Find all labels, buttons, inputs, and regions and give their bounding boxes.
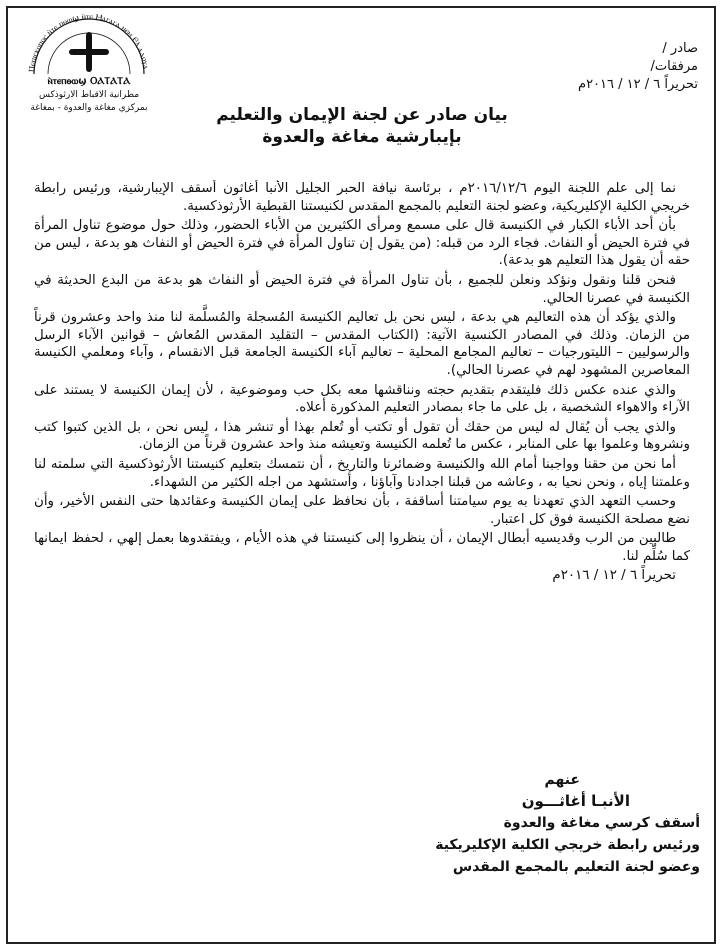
seal-emblem bbox=[26, 12, 152, 78]
document-meta bbox=[478, 40, 698, 94]
paragraph: طالبين من الرب وقديسيه أبطال الإيمان ، أن ينظروا إلى كنيستنا في هذه الأيام ، ويفتقدوها بعمل إلهي ، لحفظ ايمانها كما سُلِّم لنا. bbox=[34, 531, 690, 564]
signature-role-2: ورئيس رابطة خريجي الكلية الإكليريكية bbox=[435, 837, 700, 853]
paragraph: أما نحن من حقنا وواجبنا أمام الله والكنيسة وضمائرنا والتاريخ ، أن نتمسك بتعليم كنيستنا الأرثوذكسية التي سلمته لنا وعلمتنا إياه ، ونحن نحيا به ، وعاشه من قبلنا اجدادنا وآباؤنا ، وأستشهد من اجله الكثير من الشهداء. bbox=[34, 456, 690, 490]
signature-name: الأنبـا أغاثـــون bbox=[521, 792, 630, 810]
paragraph: والذي يجب أن يُقال له ليس من حقك أن تقول أو تكتب أو تُعلم بهذا أو تنشر هذا ، ليس نحن ، بل الذين كتبوا كتب ونشروها وعلموا بها على المنابر ، عكس ما تُعلمه الكنيسة وتعيشه منذ واحد عشرون قرناً من الزمان. bbox=[34, 419, 690, 453]
paragraph: نما إلى علم اللجنة اليوم ٢٠١٦/١٢/٦م ، برئاسة نيافة الحبر الجليل الأنبا أغاثون أسقف الإيبارشية، ورئيس رابطة خريجي الكلية الإكليريكية، وعضو لجنة التعليم بالمجمع المقدس لكنيستنا القبطية الأرثوذكسية. bbox=[34, 181, 690, 214]
signature-role-1: أسقف كرسي مغاغة والعدوة bbox=[503, 815, 700, 831]
sader-label: صادر / bbox=[662, 41, 698, 56]
seal-line-1: مطرانية الأقباط الأرثوذكس bbox=[38, 90, 140, 100]
seal-line-2: بمركزي مغاغة والعدوة - بمغاغة bbox=[30, 103, 148, 113]
header-date: تحريراً ٦ / ١٢ / ٢٠١٦م bbox=[578, 77, 698, 92]
signature-on-behalf: عنهم bbox=[544, 772, 580, 788]
signature-block bbox=[300, 770, 700, 878]
paragraph: والذي يؤكد أن هذه التعاليم هي بدعة ، ليس نحن بل تعاليم الكنيسة المُسجلة والمُسلَّمة لنا منذ واحد وعشرون قرناً من الزمان. وذلك في المصادر الكنسية الآتية: (الكتاب المقدس – التقليد المقدس المُعاش – قوانين الآباء الرسل والرسوليين – الليتورجيات – تعاليم المجامع المحلية – تعاليم آباء الكنيسة الجامعة قبل الانقسام ، وآباء ومعلمي الكنيسة المعاصرين المشهود لهم في عصرنا الحالي). bbox=[34, 310, 690, 378]
signature-role-3: وعضو لجنة التعليم بالمجمع المقدس bbox=[452, 859, 700, 875]
document-body bbox=[34, 180, 690, 768]
heading-line-2: بإيبارشية مغاغة والعدوة bbox=[262, 127, 462, 147]
coptic-cross-icon bbox=[26, 12, 152, 78]
seal-coptic-name: ⲛ̀ⲧⲉⲡⲑⲱϣ ⲞⲀⲦⲀⲦⲀ bbox=[47, 76, 131, 87]
paragraph: بأن أحد الأباء الكبار في الكنيسة قال على مسمع ومرأى الكثيرين من الأباء الحضور، وذلك حول موضوع تناول المرأة في فترة الحيض أو النفاث. فجاء الرد من قبله: (من يقول إن تناول المرأة في فترة الحيض أو النفاث هو بدعة ، ليس من حقه أن يقول هذا التعليم هو بدعة). bbox=[34, 218, 690, 269]
body-date: تحريراً ٦ / ١٢ / ٢٠١٦م bbox=[552, 568, 676, 584]
paragraph: فنحن قلنا ونقول ونؤكد ونعلن للجميع ، بأن تناول المرأة في فترة الحيض أو النفاث هو بدعة من البدع الحديثة في الكنيسة في عصرنا الحالي. bbox=[34, 272, 690, 306]
attachments-label: مرفقات/ bbox=[650, 59, 698, 74]
heading-line-1: بيان صادر عن لجنة الإيمان والتعليم bbox=[216, 105, 508, 125]
paragraph: والذي عنده عكس ذلك فليتقدم بتقديم حجته ونناقشها معه بكل حب وموضوعية ، لأن إيمان الكنيسة لا يستند على الآراء والاهواء الشخصية ، بل على ما جاء بمصادر التعليم المذكورة أعلاه. bbox=[34, 382, 690, 416]
document-heading bbox=[60, 104, 664, 148]
seal-ring-text: Ⲡⲉⲡⲓⲥⲕⲟⲡⲟⲥ ⲛ̀ⲧⲉ ⲡⲑⲱϣ ⲛ̀ⲧⲉ Ⲙⲁⲅⲁⲅⲁ ⲛⲉⲙ Ⲉⲗ ⲁⲇⲟⲩⲁ bbox=[26, 12, 151, 73]
paragraph: وحسب التعهد الذي تعهدنا به يوم سيامتنا أساقفة ، بأن نحافظ على إيمان الكنيسة وعقائدها حتى النفس الأخير، وأن نضع مصلحة الكنيسة فوق كل اعتبار. bbox=[34, 494, 690, 527]
